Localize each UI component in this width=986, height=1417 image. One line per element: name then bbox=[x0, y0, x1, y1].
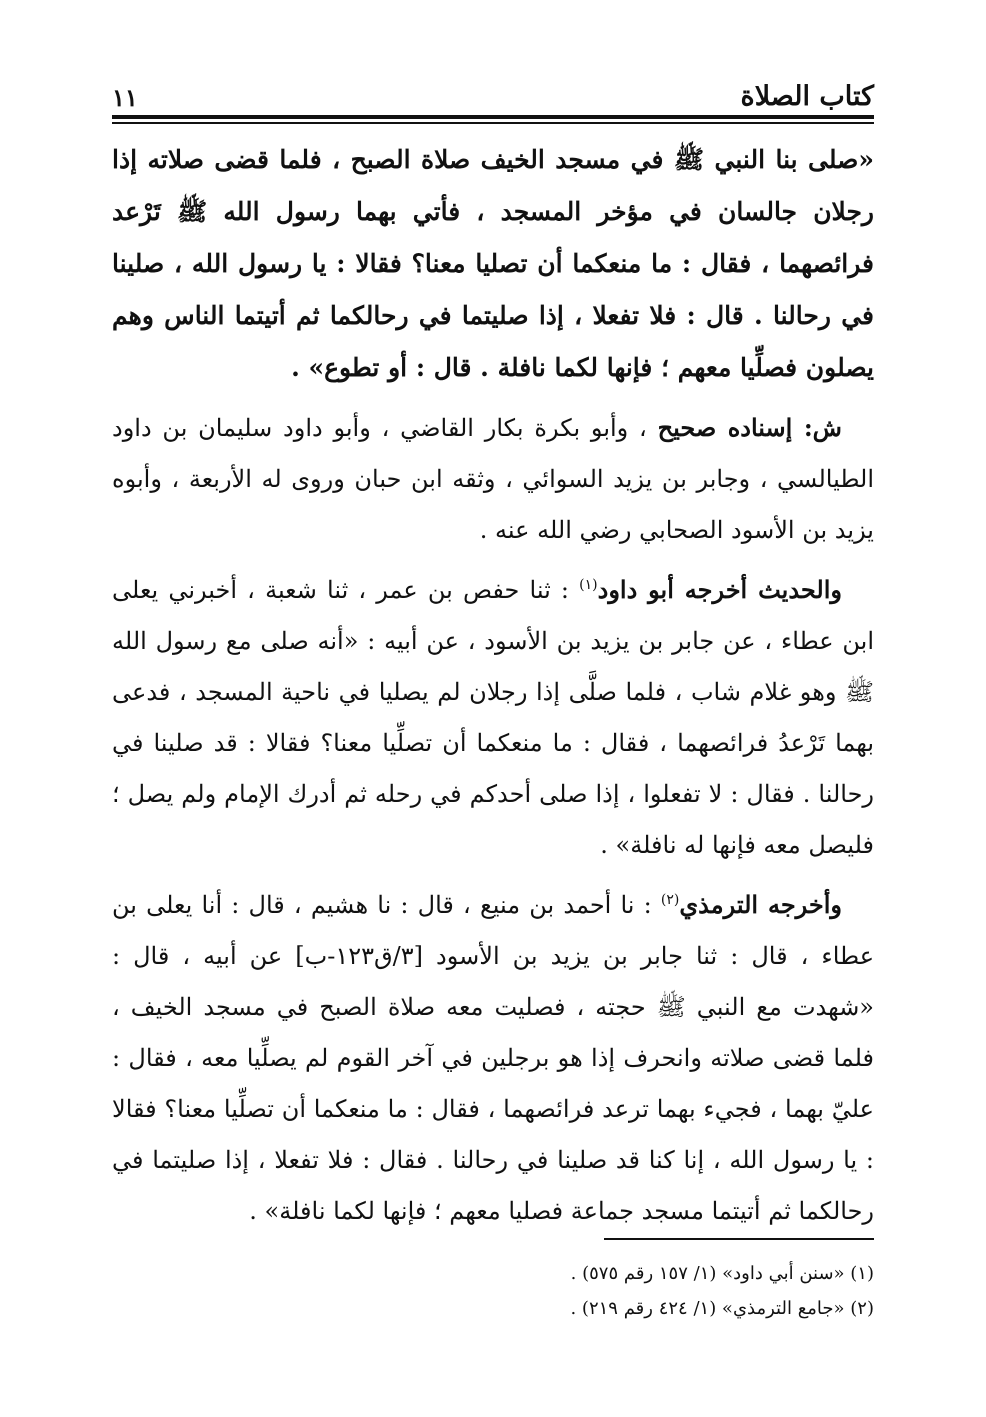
page-body bbox=[112, 134, 874, 1237]
header-rule-thin bbox=[112, 122, 874, 124]
paragraph-text: : ثنا حفص بن عمر ، ثنا شعبة ، أخبرني يعلى ابن عطاء ، عن جابر بن يزيد بن الأسود ، عن أبيه : «أنه صلى مع رسول الله ﷺ وهو غلام شاب ، فلما صلَّى إذا رجلان لم يصليا في ناحية المسجد ، فدعى بهما تَرْعدُ فرائصهما ، فقال : ما منعكما أن تصلِّيا معنا؟ فقالا : قد صلينا في رحالنا . فقال : لا تفعلوا ، إذا صلى أحدكم في رحله ثم أدرك الإمام ولم يصل ؛ فليصل معه فإنها له نافلة» . bbox=[112, 576, 875, 859]
paragraph-lead: وأخرجه الترمذي bbox=[679, 890, 842, 919]
footnote-item: (١) «سنن أبي داود» (١/ ١٥٧ رقم ٥٧٥) . bbox=[570, 1263, 874, 1284]
footnote-reference[interactable]: (٢) bbox=[660, 892, 680, 908]
footnote-item: (٢) «جامع الترمذي» (١/ ٤٢٤ رقم ٢١٩) . bbox=[570, 1298, 874, 1319]
paragraph-text: ، وأبو بكرة بكار القاضي ، وأبو داود سليمان بن داود الطيالسي ، وجابر بن يزيد السوائي ، وثقه ابن حبان وروى له الأربعة ، وأبوه يزيد بن الأسود الصحابي رضي الله عنه . bbox=[112, 414, 874, 544]
hadith-text-paragraph bbox=[112, 134, 874, 394]
page-number: ١١ bbox=[112, 83, 138, 112]
commentary-paragraph bbox=[112, 402, 874, 556]
footnotes bbox=[112, 1256, 874, 1326]
paragraph-text: : نا أحمد بن منيع ، قال : نا هشيم ، قال : أنا يعلى بن عطاء ، قال : ثنا جابر بن يزيد بن الأسود [٣/ق١٢٣-ب] عن أبيه ، قال : «شهدت مع النبي ﷺ حجته ، فصليت معه صلاة الصبح في مسجد الخيف ، فلما قضى صلاته وانحرف إذا هو برجلين في آخر القوم لم يصلِّيا معه ، فقال : عليّ بهما ، فجيء بهما ترعد فرائصهما ، فقال : ما منعكما أن تصلِّيا معنا؟ فقالا : يا رسول الله ، إنا كنا قد صلينا في رحالنا . فقال : فلا تفعلا ، إذا صليتما في رحالكما ثم أتيتما مسجد جماعة فصليا معهم ؛ فإنها لكما نافلة» . bbox=[112, 891, 875, 1225]
header-rule-thick bbox=[112, 115, 874, 119]
tirmidhi-paragraph bbox=[112, 879, 874, 1237]
abu-dawud-paragraph bbox=[112, 564, 874, 871]
page-header bbox=[112, 66, 874, 112]
hadith-text: «صلى بنا النبي ﷺ في مسجد الخيف صلاة الصبح ، فلما قضى صلاته إذا رجلان جالسان في مؤخر المسجد ، فأتي بهما رسول الله ﷺ تَرْعد فرائصهما ، فقال : ما منعكما أن تصليا معنا؟ فقالا : يا رسول الله ، صلينا في رحالنا . قال : فلا تفعلا ، إذا صليتما في رحالكما ثم أتيتما الناس وهم يصلون فصلِّيا معهم ؛ فإنها لكما نافلة . قال : أو تطوع» . bbox=[112, 145, 874, 382]
paragraph-lead: ش: إسناده صحيح bbox=[657, 413, 842, 442]
footnote-rule bbox=[604, 1238, 874, 1240]
chapter-title: كتاب الصلاة bbox=[740, 81, 874, 112]
footnote-reference[interactable]: (١) bbox=[579, 577, 598, 593]
paragraph-lead: والحديث أخرجه أبو داود bbox=[597, 575, 842, 604]
